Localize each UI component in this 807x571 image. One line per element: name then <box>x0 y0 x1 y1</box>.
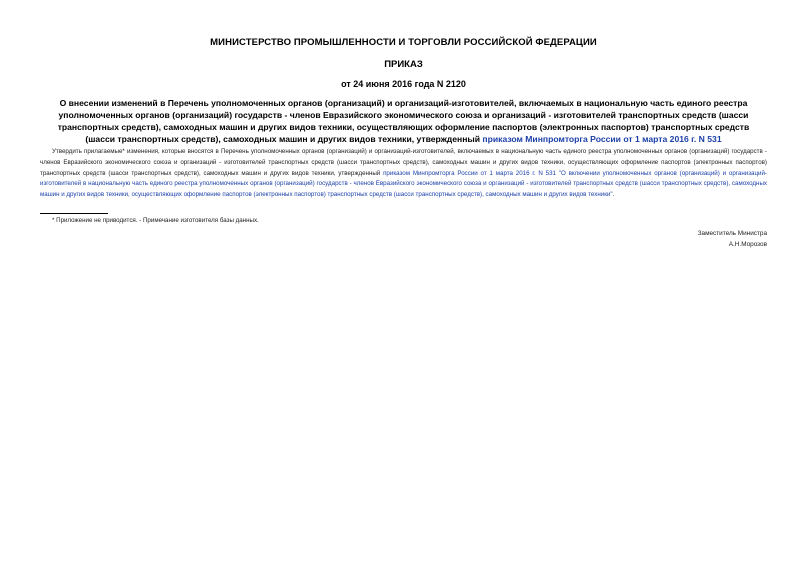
footnote: * Приложение не приводится. - Примечание изготовителя базы данных. <box>52 217 259 224</box>
order-title <box>48 97 759 145</box>
signer-position: Заместитель Министра <box>697 230 767 237</box>
order-body-end: . <box>612 191 615 199</box>
order-body <box>40 147 767 201</box>
order-title-link[interactable]: приказом Минпромторга России от 1 марта 2016 г. N 531 <box>482 134 722 144</box>
order-body-text: Утвердить прилагаемые* изменения, которые вносятся в Перечень уполномоченных органов (организаций) и организаций-изготовителей, включаемых в национальную часть единого реестра уполномоченных органов (организаций) государств - членов Евразийского экономического союза и организаций - изготовителей транспортных средств (шасси транспортных средств), самоходных машин и других видов техники, осуществляющих оформление паспортов (электронных паспортов) транспортных средств (шасси транспортных средств), самоходных машин и других видов техники, утвержденный <box>40 148 767 177</box>
order-date: от 24 июня 2016 года N 2120 <box>341 79 466 89</box>
signature-block <box>698 229 767 250</box>
order-heading: ПРИКАЗ <box>384 59 423 70</box>
ministry-heading: МИНИСТЕРСТВО ПРОМЫШЛЕННОСТИ И ТОРГОВЛИ РОССИЙСКОЙ ФЕДЕРАЦИИ <box>210 37 597 48</box>
order-title-text: О внесении изменений в Перечень уполномоченных органов (организаций) и организаций-изготовителей, включаемых в национальную часть единого реестра уполномоченных органов (организаций) государств - членов Евразийского экономического союза и организаций - изготовителей транспортных средств (шасси транспортных средств), самоходных машин и других видов техники, осуществляющих оформление паспортов (электронных паспортов) транспортных средств (шасси транспортных средств), самоходных машин и других видов техники, утвержденный <box>57 98 750 144</box>
signer-name: А.Н.Морозов <box>728 240 767 248</box>
order-body-link[interactable]: приказом Минпромторга России от 1 марта 2016 г. N 531 "О включении уполномоченных органов (организаций) и организаций-изготовителей в национальную часть единого реестра уполномоченных органов (организаций) государств - членов Евразийского экономического союза и организаций - изготовителей транспортных средств (шасси транспортных средств), самоходных машин и других видов техники, осуществляющих оформление паспортов (электронных паспортов) транспортных средств (шасси транспортных средств), самоходных машин и других видов техники" <box>40 169 767 199</box>
footnote-divider <box>40 213 108 214</box>
